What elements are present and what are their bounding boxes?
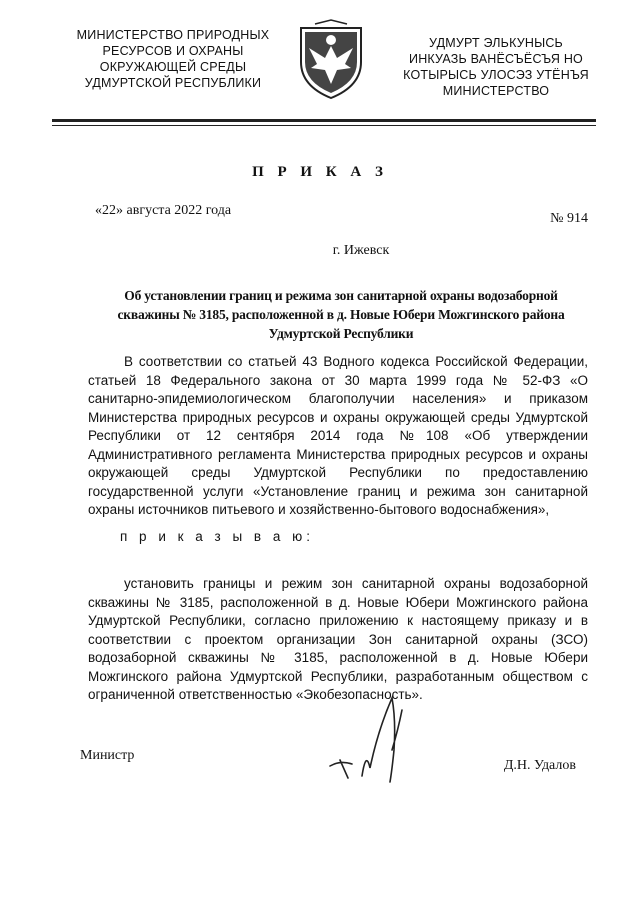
header-left-line: МИНИСТЕРСТВО ПРИРОДНЫХ bbox=[76, 28, 270, 42]
header-right-line: МИНИСТЕРСТВО bbox=[442, 84, 550, 98]
order-word: п р и к а з ы в а ю: bbox=[120, 529, 314, 544]
document-subject: Об установлении границ и режима зон санитарной охраны водозаборной скважины № 3185, расположенной в д. Новые Юбери Можгинского района Удмуртской Республики bbox=[117, 288, 565, 341]
signer-title: Министр bbox=[80, 748, 135, 763]
handwritten-signature bbox=[312, 690, 432, 790]
signer-name: Д.Н. Удалов bbox=[503, 758, 576, 773]
header-left-line: ОКРУЖАЮЩЕЙ СРЕДЫ bbox=[99, 60, 247, 74]
header-divider-thick bbox=[52, 119, 596, 122]
header-left-line: РЕСУРСОВ И ОХРАНЫ bbox=[102, 44, 244, 58]
document-date: «22» августа 2022 года bbox=[95, 203, 232, 218]
header-divider-thin bbox=[52, 125, 596, 126]
preamble-paragraph: В соответствии со статьей 43 Водного кодекса Российской Федерации, статьей 18 Федерального закона от 30 марта 1999 года № 52-ФЗ «О санитарно-эпидемиологическом благополучии населения» и приказом Министерства природных ресурсов и охраны окружающей среды Удмуртской Республики от 12 сентября 2014 года №108 «Об утверждении Административного регламента Министерства природных ресурсов и охраны окружающей среды Удмуртской Республики по предоставлению государственной услуги «Установление границ и режима зон санитарной охраны источников питьевого и хозяйственно-бытового водоснабжения», bbox=[88, 354, 588, 517]
document-city: г. Ижевск bbox=[332, 243, 390, 258]
document-title: П Р И К А З bbox=[252, 164, 388, 180]
ministry-name-udmurt bbox=[396, 35, 596, 99]
header-right-line: УДМУРТ ЭЛЬКУНЫСЬ bbox=[429, 36, 563, 50]
coat-of-arms-icon bbox=[295, 18, 367, 100]
header-right-line: ИНКУАЗЬ ВАНЁСЪЁСЪЯ НО bbox=[409, 52, 583, 66]
order-paragraph: установить границы и режим зон санитарной охраны водозаборной скважины № 3185, расположенной в д. Новые Юбери Можгинского района Удмуртской Республики, согласно приложению к настоящему приказу и в соответствии с проектом организации Зон санитарной охраны (ЗСО) водозаборной скважины № 3185, расположенной в д. Новые Юбери Можгинского района Удмуртской Республики, разработанным обществом с ограниченной ответственностью «Экобезопасность». bbox=[88, 576, 588, 702]
header-right-line: КОТЫРЫСЬ УЛОСЭЗ УТЁНЪЯ bbox=[403, 68, 589, 82]
document-number: № 914 bbox=[550, 211, 588, 226]
ministry-name-russian bbox=[58, 27, 288, 91]
header-left-line: УДМУРТСКОЙ РЕСПУБЛИКИ bbox=[84, 76, 262, 90]
